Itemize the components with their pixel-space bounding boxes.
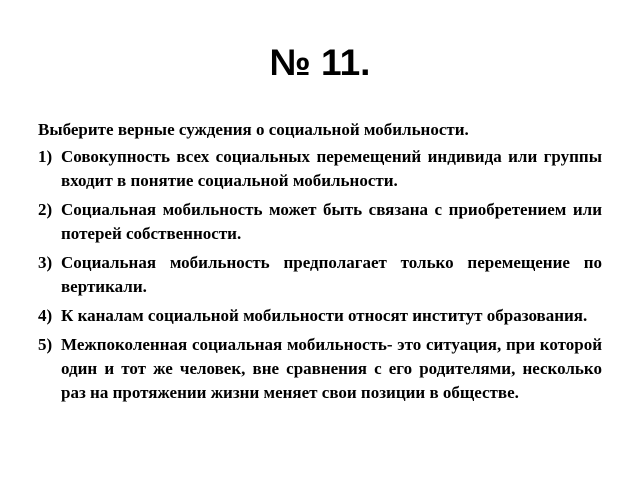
slide-content	[38, 118, 602, 410]
statement-number: 5)	[38, 335, 53, 354]
statement-list	[38, 145, 602, 405]
statement-item-1	[38, 145, 602, 193]
statement-text: Межпоколенная социальная мобильность- это ситуация, при которой один и тот же человек, вне сравнения с его родителями, несколько раз на протяжении жизни меняет свои позиции в обществе.	[61, 335, 602, 402]
statement-text: Совокупность всех социальных перемещений индивида или группы входит в понятие социальной мобильности.	[61, 147, 602, 190]
statement-number: 3)	[38, 253, 53, 272]
statement-number: 2)	[38, 200, 53, 219]
statement-number: 4)	[38, 306, 53, 325]
question-text: Выберите верные суждения о социальной мобильности.	[38, 120, 469, 139]
statement-number: 1)	[38, 147, 53, 166]
slide-title: № 11.	[269, 42, 371, 83]
statement-item-5	[38, 333, 602, 405]
statement-text: Социальная мобильность может быть связана с приобретением или потерей собственности.	[61, 200, 602, 243]
statement-text: К каналам социальной мобильности относят институт образования.	[61, 306, 588, 325]
statement-text: Социальная мобильность предполагает только перемещение по вертикали.	[61, 253, 602, 296]
statement-item-2	[38, 198, 602, 246]
statement-item-3	[38, 251, 602, 299]
statement-item-4	[38, 304, 602, 328]
